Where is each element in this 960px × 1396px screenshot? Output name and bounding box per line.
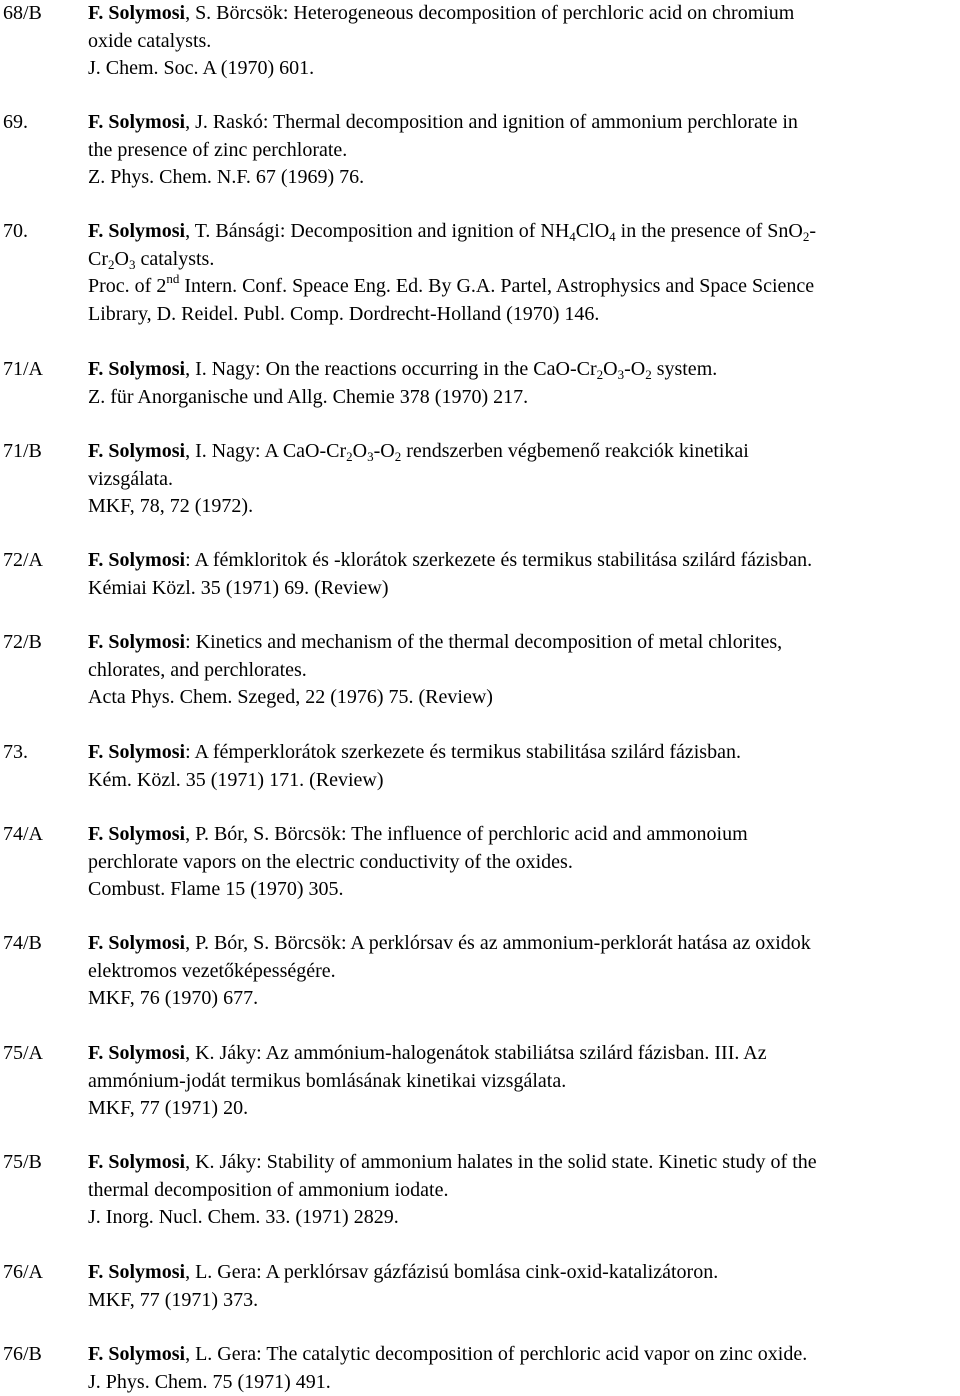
reference-number: 76/A: [3, 1259, 43, 1287]
author-name: F. Solymosi: [88, 631, 185, 653]
reference-body: [88, 1259, 956, 1314]
reference-text: , I. Nagy: A CaO-: [185, 440, 326, 462]
formula-subscript: 2: [803, 229, 810, 244]
author-name: F. Solymosi: [88, 2, 185, 24]
formula-subscript: 2: [346, 449, 353, 464]
reference-text: , T. Bánsági: Decomposition and ignition of: [185, 220, 540, 242]
formula-part: O: [115, 248, 129, 270]
chemical-formula: [767, 220, 809, 242]
formula-part: Cr: [326, 440, 346, 462]
ordinal-superscript: nd: [166, 271, 179, 286]
reference-line: J. Phys. Chem. 75 (1971) 491.: [88, 1369, 956, 1396]
reference-line: [88, 356, 956, 384]
chemical-formula: [577, 358, 624, 380]
reference-number: 73.: [3, 739, 28, 767]
reference-number: 71/B: [3, 438, 42, 466]
reference-body: [88, 218, 956, 328]
formula-part: NH: [540, 220, 569, 242]
reference-line: MKF, 77 (1971) 20.: [88, 1095, 956, 1123]
reference-number: 75/B: [3, 1149, 42, 1177]
author-name: F. Solymosi: [88, 549, 185, 571]
reference-line: MKF, 78, 72 (1972).: [88, 493, 956, 521]
reference-line: Z. Phys. Chem. N.F. 67 (1969) 76.: [88, 164, 956, 192]
reference-body: [88, 821, 956, 904]
reference-line: [88, 1040, 956, 1068]
reference-text: catalysts.: [135, 248, 214, 270]
formula-part: O: [353, 440, 367, 462]
author-name: F. Solymosi: [88, 440, 185, 462]
reference-number: 72/A: [3, 547, 43, 575]
chemical-formula: [88, 248, 135, 270]
reference-line: [88, 1149, 956, 1177]
author-name: F. Solymosi: [88, 1343, 185, 1365]
reference-number: 75/A: [3, 1040, 43, 1068]
reference-text: , S. Börcsök: Heterogeneous decomposition of perchloric acid on chromium: [185, 2, 794, 24]
formula-part: ClO: [576, 220, 609, 242]
formula-part: O: [603, 358, 617, 380]
formula-part: O: [631, 358, 645, 380]
reference-line: [88, 246, 956, 274]
chemical-formula: [540, 220, 615, 242]
reference-line: elektromos vezetőképességére.: [88, 958, 956, 986]
reference-body: [88, 1149, 956, 1232]
reference-body: [88, 1341, 956, 1396]
author-name: F. Solymosi: [88, 1042, 185, 1064]
reference-line: ammónium-jodát termikus bomlásának kinetikai vizsgálata.: [88, 1068, 956, 1096]
formula-part: O: [380, 440, 394, 462]
author-name: F. Solymosi: [88, 823, 185, 845]
formula-subscript: 2: [395, 449, 402, 464]
reference-text: rendszerben végbemenő reakciók kinetikai: [401, 440, 749, 462]
reference-line: MKF, 76 (1970) 677.: [88, 985, 956, 1013]
formula-part: SnO: [767, 220, 803, 242]
reference-number: 72/B: [3, 629, 42, 657]
reference-text: , L. Gera: The catalytic decomposition of perchloric acid vapor on zinc oxide.: [185, 1343, 807, 1365]
reference-body: [88, 109, 956, 192]
chemical-formula: [380, 440, 401, 462]
reference-line: [88, 109, 956, 137]
reference-line: Kémiai Közl. 35 (1971) 69. (Review): [88, 575, 956, 603]
reference-text: , I. Nagy: On the reactions occurring in the CaO-: [185, 358, 577, 380]
reference-body: [88, 547, 956, 602]
reference-text: Proc. of 2: [88, 275, 166, 297]
reference-text: : A fémkloritok és -klorátok szerkezete és termikus stabilitása szilárd fázisban.: [185, 549, 812, 571]
reference-text: in the presence of: [616, 220, 768, 242]
reference-line: [88, 629, 956, 657]
reference-text: : A fémperklorátok szerkezete és termikus stabilitása szilárd fázisban.: [185, 741, 741, 763]
reference-line: Z. für Anorganische und Allg. Chemie 378 (1970) 217.: [88, 384, 956, 412]
reference-number: 74/B: [3, 930, 42, 958]
reference-line: the presence of zinc perchlorate.: [88, 137, 956, 165]
reference-line: [88, 1259, 956, 1287]
reference-number: 74/A: [3, 821, 43, 849]
author-name: F. Solymosi: [88, 1261, 185, 1283]
reference-text: , K. Jáky: Stability of ammonium halates in the solid state. Kinetic study of the: [185, 1151, 817, 1173]
author-name: F. Solymosi: [88, 741, 185, 763]
author-name: F. Solymosi: [88, 358, 185, 380]
reference-line: Combust. Flame 15 (1970) 305.: [88, 876, 956, 904]
reference-number: 70.: [3, 218, 28, 246]
reference-line: [88, 438, 956, 466]
reference-body: [88, 739, 956, 794]
author-name: F. Solymosi: [88, 220, 185, 242]
formula-part: Cr: [88, 248, 108, 270]
reference-body: [88, 629, 956, 712]
reference-body: [88, 930, 956, 1013]
reference-line: perchlorate vapors on the electric conductivity of the oxides.: [88, 849, 956, 877]
reference-text: , K. Jáky: Az ammónium-halogenátok stabiliátsa szilárd fázisban. III. Az: [185, 1042, 767, 1064]
formula-subscript: 3: [129, 257, 136, 272]
chemical-formula: [631, 358, 652, 380]
formula-subscript: 4: [569, 229, 576, 244]
author-name: F. Solymosi: [88, 111, 185, 133]
reference-line: MKF, 77 (1971) 373.: [88, 1287, 956, 1315]
reference-line: [88, 218, 956, 246]
reference-text: -: [624, 358, 631, 380]
reference-text: system.: [652, 358, 718, 380]
formula-subscript: 2: [597, 367, 604, 382]
chemical-formula: [326, 440, 373, 462]
reference-text: Intern. Conf. Speace Eng. Ed. By G.A. Partel, Astrophysics and Space Science: [179, 275, 814, 297]
reference-line: vizsgálata.: [88, 466, 956, 494]
reference-text: : Kinetics and mechanism of the thermal decomposition of metal chlorites,: [185, 631, 782, 653]
reference-line: J. Inorg. Nucl. Chem. 33. (1971) 2829.: [88, 1204, 956, 1232]
reference-text: -: [809, 220, 816, 242]
reference-line: [88, 0, 956, 28]
reference-body: [88, 438, 956, 521]
reference-text: , P. Bór, S. Börcsök: A perklórsav és az ammonium-perklorát hatása az oxidok: [185, 932, 811, 954]
reference-line: Library, D. Reidel. Publ. Comp. Dordrecht-Holland (1970) 146.: [88, 301, 956, 329]
reference-body: [88, 0, 956, 83]
reference-text: , P. Bór, S. Börcsök: The influence of perchloric acid and ammonoium: [185, 823, 748, 845]
reference-line: [88, 930, 956, 958]
reference-text: -: [374, 440, 381, 462]
reference-line: chlorates, and perchlorates.: [88, 657, 956, 685]
reference-number: 71/A: [3, 356, 43, 384]
reference-text: , L. Gera: A perklórsav gázfázisú bomlása cink-oxid-katalizátoron.: [185, 1261, 718, 1283]
reference-number: 76/B: [3, 1341, 42, 1369]
reference-line: Kém. Közl. 35 (1971) 171. (Review): [88, 767, 956, 795]
author-name: F. Solymosi: [88, 1151, 185, 1173]
reference-line: [88, 821, 956, 849]
formula-subscript: 4: [609, 229, 616, 244]
formula-part: Cr: [577, 358, 597, 380]
reference-line: [88, 1341, 956, 1369]
reference-line: Acta Phys. Chem. Szeged, 22 (1976) 75. (Review): [88, 684, 956, 712]
reference-body: [88, 1040, 956, 1123]
formula-subscript: 2: [108, 257, 115, 272]
author-name: F. Solymosi: [88, 932, 185, 954]
formula-subscript: 3: [618, 367, 625, 382]
formula-subscript: 2: [645, 367, 652, 382]
reference-number: 68/B: [3, 0, 42, 28]
reference-line: J. Chem. Soc. A (1970) 601.: [88, 55, 956, 83]
reference-line: [88, 739, 956, 767]
reference-line: [88, 273, 956, 301]
formula-subscript: 3: [367, 449, 374, 464]
reference-number: 69.: [3, 109, 28, 137]
reference-line: [88, 547, 956, 575]
reference-body: [88, 356, 956, 411]
reference-text: , J. Raskó: Thermal decomposition and ignition of ammonium perchlorate in: [185, 111, 798, 133]
reference-line: oxide catalysts.: [88, 28, 956, 56]
reference-line: thermal decomposition of ammonium iodate.: [88, 1177, 956, 1205]
